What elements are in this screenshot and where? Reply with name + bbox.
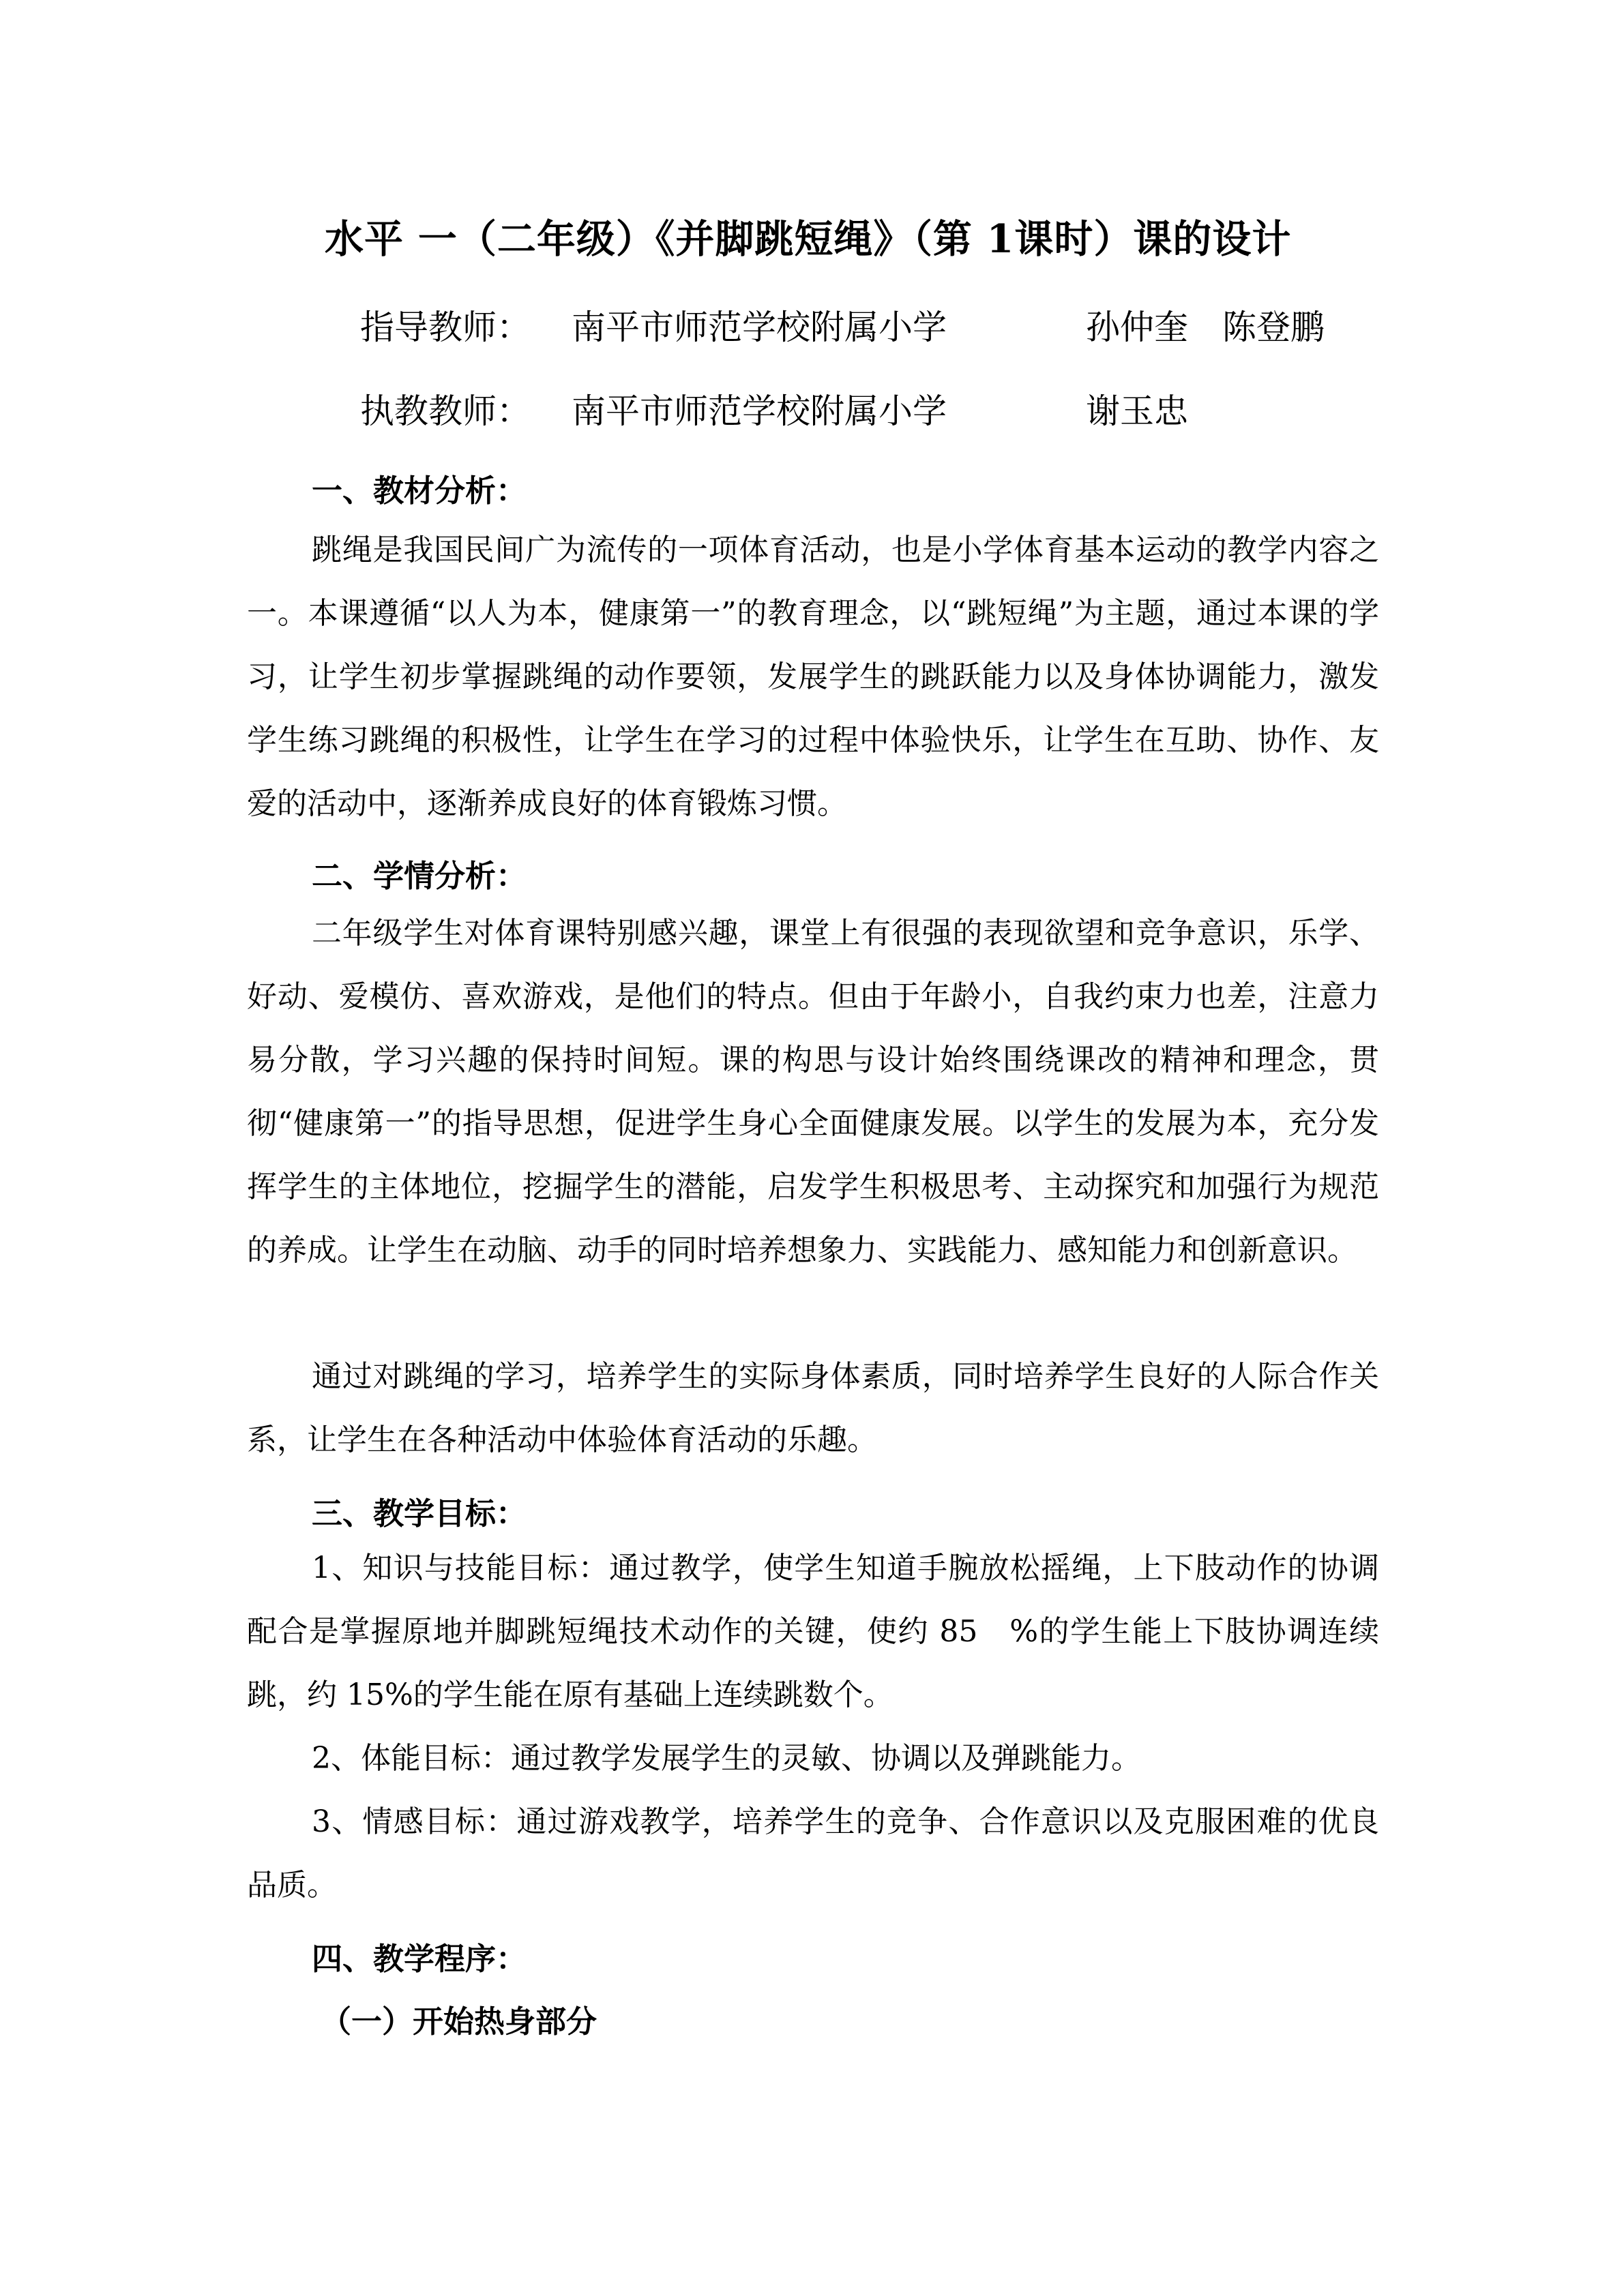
advisor-row xyxy=(0,300,1624,348)
advisor-school: 南平市师范学校附属小学 xyxy=(572,308,947,347)
instructor-school: 南平市师范学校附属小学 xyxy=(572,391,947,431)
goal-emotional: 3、情感目标：通过游戏教学，培养学生的竞争、合作意识以及克服困难的优良品质。 xyxy=(247,1804,1379,1903)
instructor-label: 执教教师： xyxy=(360,391,531,431)
section-heading-textbook-analysis: 一、教材分析： xyxy=(312,473,527,509)
section-paragraph: 通过对跳绳的学习，培养学生的实际身体素质，同时培养学生良好的人际合作关系，让学生在各种活动中体验体育活动的乐趣。 xyxy=(247,1359,1379,1457)
subsection-heading-warmup: （一）开始热身部分 xyxy=(321,2003,597,2040)
section-heading-teaching-procedure: 四、教学程序： xyxy=(312,1941,527,1977)
section-paragraph: 跳绳是我国民间广为流传的一项体育活动，也是小学体育基本运动的教学内容之一。本课遵循“以人为本，健康第一”的教育理念，以“跳短绳”为主题，通过本课的学习，让学生初步掌握跳绳的动作要领，发展学生的跳跃能力以及身体协调能力，激发学生练习跳绳的积极性，让学生在学习的过程中体验快乐，让学生在互助、协作、友爱的活动中，逐渐养成良好的体育锻炼习惯。 xyxy=(247,533,1379,821)
instructor-names: 谢玉忠 xyxy=(1086,391,1188,431)
goal-physical: 2、体能目标：通过教学发展学生的灵敏、协调以及弹跳能力。 xyxy=(312,1741,1141,1776)
document-title: 水平 一（二年级）《并脚跳短绳》（第 1课时）课的设计 xyxy=(325,216,1292,262)
section-heading-student-analysis: 二、学情分析： xyxy=(312,858,527,894)
advisor-names: 孙仲奎 陈登鹏 xyxy=(1086,308,1325,347)
advisor-label: 指导教师： xyxy=(360,308,531,347)
section-heading-teaching-goals: 三、教学目标： xyxy=(312,1495,527,1532)
goal-knowledge-skills: 1、知识与技能目标：通过教学，使学生知道手腕放松摇绳，上下肢动作的协调配合是掌握原地并脚跳短绳技术动作的关键，使约 85 %的学生能上下肢协调连续跳，约 15%的学生能在原有基础上连续跳数个。 xyxy=(247,1551,1379,1712)
section-paragraph: 二年级学生对体育课特别感兴趣，课堂上有很强的表现欲望和竞争意识，乐学、好动、爱模仿、喜欢游戏，是他们的特点。但由于年龄小，自我约束力也差，注意力易分散，学习兴趣的保持时间短。课的构思与设计始终围绕课改的精神和理念，贯彻“健康第一”的指导思想，促进学生身心全面健康发展。以学生的发展为本，充分发挥学生的主体地位，挖掘学生的潜能，启发学生积极思考、主动探究和加强行为规范的养成。让学生在动脑、动手的同时培养想象力、实践能力、感知能力和创新意识。 xyxy=(247,916,1379,1268)
instructor-row xyxy=(0,384,1624,432)
